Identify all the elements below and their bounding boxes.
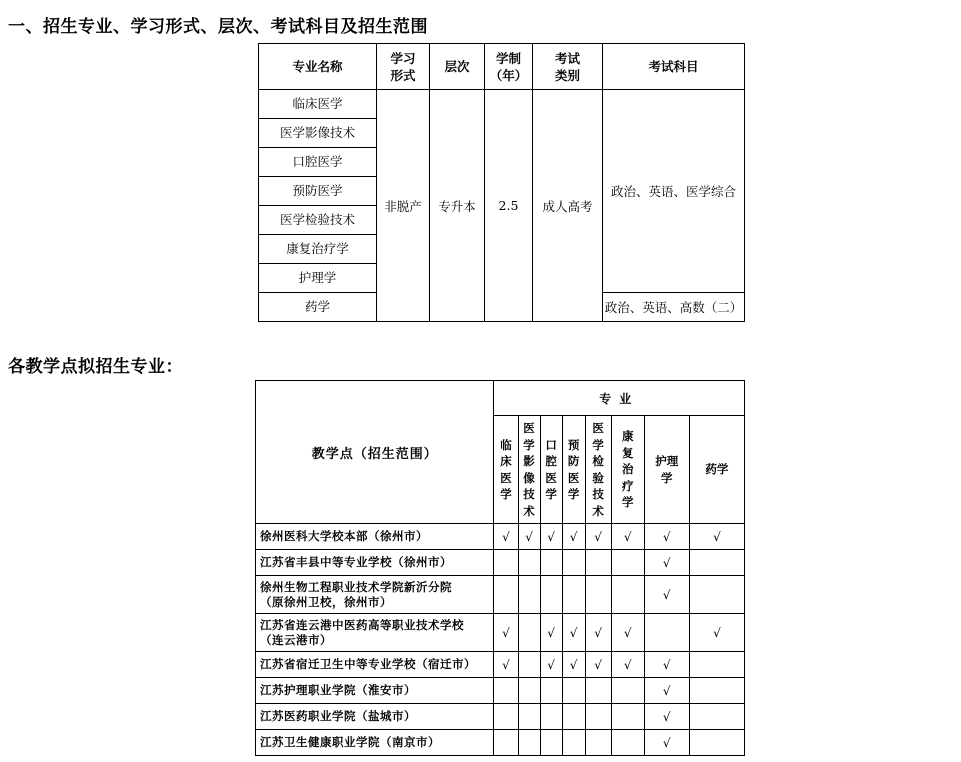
check-cell: √	[540, 524, 562, 550]
check-cell	[494, 730, 518, 756]
check-cell: √	[644, 550, 689, 576]
table-row	[256, 524, 745, 550]
check-cell	[585, 550, 611, 576]
check-cell	[540, 576, 562, 614]
site-name-cell: 徐州医科大学校本部（徐州市）	[256, 524, 494, 550]
header-level: 层次	[430, 44, 485, 90]
check-cell	[518, 550, 540, 576]
check-cell: √	[611, 524, 644, 550]
table-row	[256, 652, 745, 678]
check-cell: √	[611, 614, 644, 652]
check-cell	[494, 576, 518, 614]
table-header-row	[259, 44, 745, 90]
years-cell: 2.5	[485, 90, 533, 322]
site-name-cell: 江苏省连云港中医药高等职业技术学校 （连云港市）	[256, 614, 494, 652]
major-cell: 药学	[259, 293, 377, 322]
check-cell	[562, 730, 585, 756]
check-cell: √	[585, 652, 611, 678]
header-major-7: 护理 学	[644, 416, 689, 524]
check-cell	[518, 576, 540, 614]
table-row	[256, 614, 745, 652]
check-cell	[689, 550, 744, 576]
check-cell: √	[644, 576, 689, 614]
header-major: 专业名称	[259, 44, 377, 90]
table-row	[259, 90, 745, 119]
check-cell	[585, 576, 611, 614]
header-major-6: 康 复 治 疗 学	[611, 416, 644, 524]
study-form-cell: 非脱产	[377, 90, 430, 322]
level-cell: 专升本	[430, 90, 485, 322]
check-cell	[562, 704, 585, 730]
check-cell: √	[562, 524, 585, 550]
check-cell	[689, 652, 744, 678]
check-cell	[518, 704, 540, 730]
check-cell: √	[540, 614, 562, 652]
check-cell: √	[494, 652, 518, 678]
check-cell	[611, 730, 644, 756]
section-heading-sites: 各教学点拟招生专业：	[8, 357, 183, 377]
check-cell: √	[540, 652, 562, 678]
check-cell: √	[689, 614, 744, 652]
header-site: 教学点（招生范围）	[256, 381, 494, 524]
major-cell: 临床医学	[259, 90, 377, 119]
header-major-4: 预 防 医 学	[562, 416, 585, 524]
major-cell: 医学检验技术	[259, 206, 377, 235]
table-row	[256, 576, 745, 614]
table-row	[256, 704, 745, 730]
major-cell: 医学影像技术	[259, 119, 377, 148]
check-cell	[611, 576, 644, 614]
check-cell	[494, 678, 518, 704]
site-name-cell: 江苏医药职业学院（盐城市）	[256, 704, 494, 730]
header-major-8: 药学	[689, 416, 744, 524]
check-cell: √	[494, 614, 518, 652]
check-cell	[540, 704, 562, 730]
check-cell	[585, 730, 611, 756]
section-heading-enrollment: 一、招生专业、学习形式、层次、考试科目及招生范围	[8, 17, 428, 37]
check-cell	[494, 704, 518, 730]
header-major-3: 口 腔 医 学	[540, 416, 562, 524]
site-name-cell: 徐州生物工程职业技术学院新沂分院 （原徐州卫校，徐州市）	[256, 576, 494, 614]
check-cell	[689, 576, 744, 614]
header-major-5: 医 学 检 验 技 术	[585, 416, 611, 524]
check-cell	[494, 550, 518, 576]
header-major-1: 临 床 医 学	[494, 416, 518, 524]
header-major-2: 医 学 影 像 技 术	[518, 416, 540, 524]
subjects-cell: 政治、英语、医学综合	[603, 90, 745, 293]
check-cell	[518, 614, 540, 652]
site-name-cell: 江苏省丰县中等专业学校（徐州市）	[256, 550, 494, 576]
table-row	[256, 550, 745, 576]
check-cell	[689, 704, 744, 730]
check-cell	[562, 550, 585, 576]
check-cell	[611, 550, 644, 576]
check-cell: √	[562, 614, 585, 652]
check-cell	[562, 576, 585, 614]
check-cell: √	[494, 524, 518, 550]
check-cell: √	[644, 678, 689, 704]
check-cell	[518, 678, 540, 704]
check-cell	[518, 652, 540, 678]
major-cell: 预防医学	[259, 177, 377, 206]
exam-type-cell: 成人高考	[533, 90, 603, 322]
check-cell	[611, 704, 644, 730]
check-cell: √	[689, 524, 744, 550]
header-exam-type: 考试 类别	[533, 44, 603, 90]
check-cell: √	[518, 524, 540, 550]
header-years: 学制 （年）	[485, 44, 533, 90]
check-cell	[585, 704, 611, 730]
check-cell	[518, 730, 540, 756]
check-cell	[540, 678, 562, 704]
check-cell: √	[562, 652, 585, 678]
table-header-row	[256, 381, 745, 416]
header-study-form: 学习 形式	[377, 44, 430, 90]
site-name-cell: 江苏卫生健康职业学院（南京市）	[256, 730, 494, 756]
check-cell	[540, 550, 562, 576]
check-cell: √	[611, 652, 644, 678]
check-cell	[562, 678, 585, 704]
table-row	[256, 678, 745, 704]
check-cell	[611, 678, 644, 704]
check-cell	[644, 614, 689, 652]
table-row	[256, 730, 745, 756]
major-cell: 康复治疗学	[259, 235, 377, 264]
check-cell: √	[585, 614, 611, 652]
header-subjects: 考试科目	[603, 44, 745, 90]
check-cell: √	[644, 652, 689, 678]
site-name-cell: 江苏护理职业学院（淮安市）	[256, 678, 494, 704]
check-cell	[540, 730, 562, 756]
check-cell	[689, 730, 744, 756]
site-name-cell: 江苏省宿迁卫生中等专业学校（宿迁市）	[256, 652, 494, 678]
check-cell: √	[644, 704, 689, 730]
major-cell: 护理学	[259, 264, 377, 293]
sites-majors-table	[255, 380, 745, 756]
check-cell: √	[644, 524, 689, 550]
check-cell	[585, 678, 611, 704]
check-cell: √	[585, 524, 611, 550]
subjects-pharmacy-cell: 政治、英语、高数（二）	[603, 293, 745, 322]
check-cell: √	[644, 730, 689, 756]
header-major-group: 专业	[494, 381, 745, 416]
enrollment-table	[258, 43, 745, 322]
check-cell	[689, 678, 744, 704]
major-cell: 口腔医学	[259, 148, 377, 177]
